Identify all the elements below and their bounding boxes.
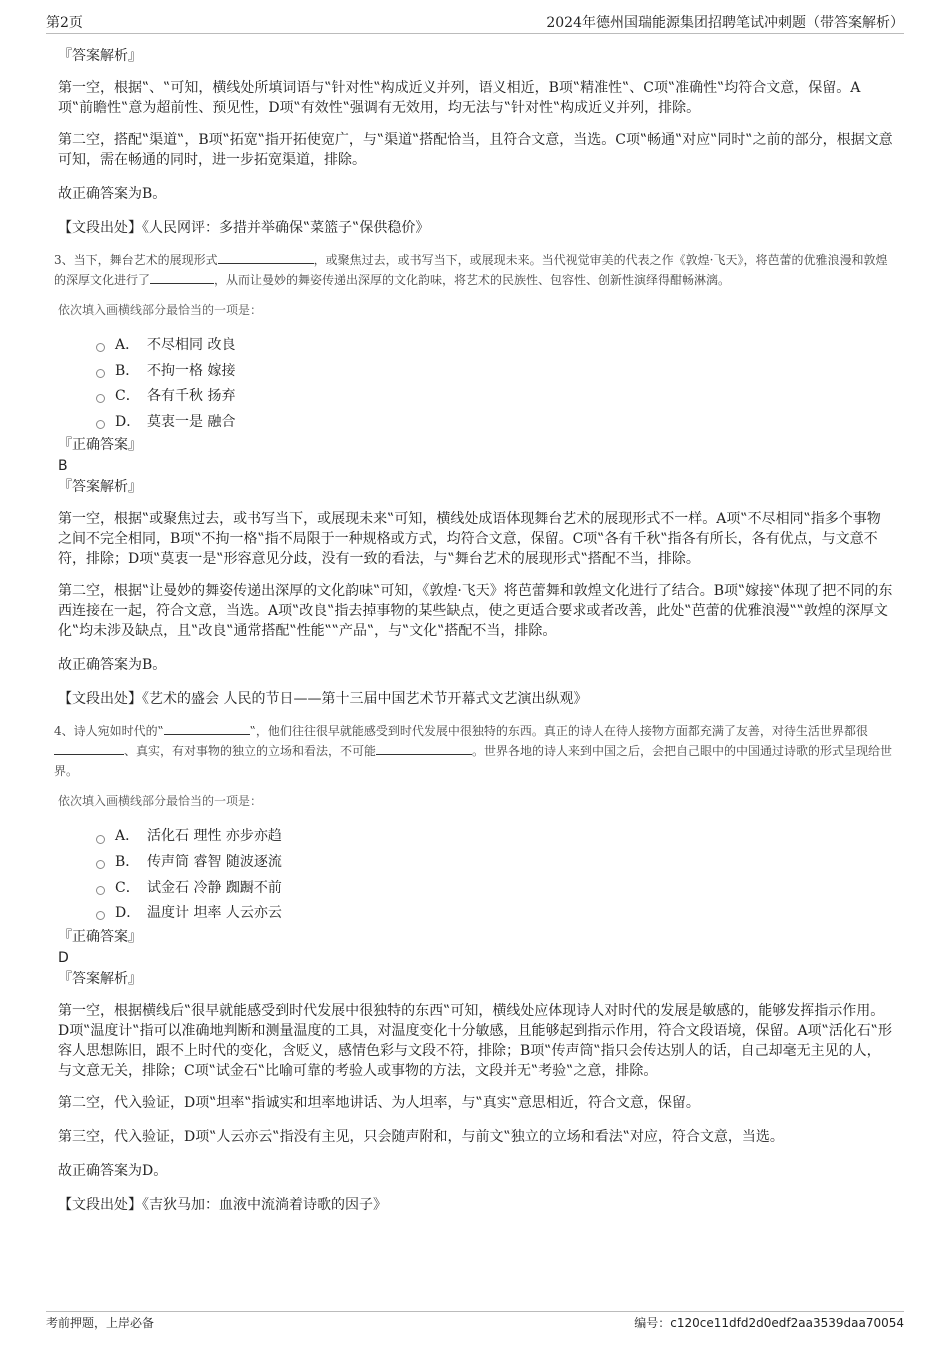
correct-answer-label: 『正确答案』 [58, 437, 142, 454]
document-title: 2024年德州国瑞能源集团招聘笔试冲刺题（带答案解析） [546, 15, 904, 31]
analysis-label: 『答案解析』 [58, 970, 142, 987]
document-code: 编号：c120ce11dfd2d0edf2aa3539daa70054 [634, 1316, 904, 1330]
analysis-paragraph: 第二空，搭配‟渠道‟，B项‟拓宽‟指开拓使宽广，与‟渠道‟搭配恰当，且符合文意，当选。C项‟畅通‟对应‟同时‟之前的部分，根据文意可知，需在畅通的同时，进一步拓宽渠道，排除。 [58, 132, 893, 168]
fill-blank [376, 742, 472, 755]
question-prompt: 依次填入画横线部分最恰当的一项是： [58, 303, 263, 317]
question-stem: 4、诗人宛如时代的‟ ‟，他们往往很早就能感受到时代发展中很独特的东西。真正的诗人在待人接物方面都充满了友善，对待生活世界都很、真实，有对事物的独立的立场和看法，不可能 。世界各地的诗人来到中国之后，会把自己眼中的中国通过诗歌的形式呈现给世界。 [54, 724, 893, 779]
option-c[interactable]: C． 各有千秋 扬弃 [96, 384, 894, 410]
fill-blank [164, 722, 250, 735]
question-prompt: 依次填入画横线部分最恰当的一项是： [58, 794, 263, 809]
radio-icon[interactable] [96, 886, 105, 895]
option-a[interactable]: A． 活化石 理性 亦步亦趋 [96, 824, 894, 850]
footer-slogan: 考前押题，上岸必备 [46, 1316, 155, 1330]
source-citation: 【文段出处】《艺术的盛会 人民的节日——第十三届中国艺术节开幕式文艺演出纵观》 [58, 691, 588, 708]
page-number: 第2页 [46, 15, 83, 31]
source-citation: 【文段出处】《吉狄马加：血液中流淌着诗歌的因子》 [58, 1196, 387, 1213]
analysis-label: 『答案解析』 [58, 479, 142, 496]
radio-icon[interactable] [96, 394, 105, 403]
answer-conclusion: 故正确答案为D。 [58, 1162, 168, 1179]
analysis-paragraph: 第二空，根据‟让曼妙的舞姿传递出深厚的文化韵味‟可知，《敦煌·飞天》将芭蕾舞和敦煌文化进行了结合。B项‟嫁接‟体现了把不同的东西连接在一起，符合文意，当选。A项‟改良‟指去掉事物的某些缺点，使之更适合要求或者改善，此处‟芭蕾的优雅浪漫‟‟敦煌的深厚文化‟均未涉及缺点，且‟改良‟通常搭配‟性能‟‟产品‟，与‟文化‟搭配不当，排除。 [58, 583, 893, 640]
document-body [54, 46, 894, 1215]
analysis-paragraph: 第一空，根据横线后‟很早就能感受到时代发展中很独特的东西‟可知，横线处应体现诗人对时代的发展是敏感的，能够发挥指示作用。D项‟温度计‟指可以准确地判断和测量温度的工具，对温度变化十分敏感，且能够起到指示作用，符合文段语境，保留。A项‟活化石‟形容人思想陈旧，跟不上时代的变化，含贬义，感情色彩与文段不符，排除；B项‟传声筒‟指只会传达别人的话，自己却毫无主见的人，与文意无关，排除；C项‟试金石‟比喻可靠的考验人或事物的方法，文段并无‟考验‟之意，排除。 [58, 1002, 892, 1079]
option-d[interactable]: D． 莫衷一是 融合 [96, 410, 894, 436]
radio-icon[interactable] [96, 911, 105, 920]
radio-icon[interactable] [96, 420, 105, 429]
option-d[interactable]: D． 温度计 坦率 人云亦云 [96, 901, 894, 927]
answer-conclusion: 故正确答案为B。 [58, 186, 167, 202]
fill-blank [218, 251, 314, 264]
correct-answer-label: 『正确答案』 [58, 928, 142, 945]
footer-divider [46, 1311, 904, 1312]
radio-icon[interactable] [96, 343, 105, 352]
radio-icon[interactable] [96, 835, 105, 844]
option-b[interactable]: B． 传声筒 睿智 随波逐流 [96, 850, 894, 876]
fill-blank [54, 742, 124, 755]
option-a[interactable]: A． 不尽相同 改良 [96, 333, 894, 359]
analysis-paragraph: 第一空，根据‟、‟可知，横线处所填词语与‟针对性‟构成近义并列，语义相近，B项‟精准性‟、C项‟准确性‟均符合文意，保留。A项‟前瞻性‟意为超前性、预见性，D项‟有效性‟强调有无效用，均无法与‟针对性‟构成近义并列，排除。 [58, 80, 861, 116]
option-c[interactable]: C． 试金石 冷静 踟蹰不前 [96, 876, 894, 902]
analysis-paragraph: 第一空，根据‟或聚焦过去，或书写当下，或展现未来‟可知，横线处成语体现舞台艺术的展现形式不一样。A项‟不尽相同‟指多个事物之间不完全相同，B项‟不拘一格‟指不局限于一种规格或方式，均符合文意，保留。C项‟各有千秋‟指各有所长，各有优点，与文意不符，排除；D项‟莫衷一是‟形容意见分歧，没有一致的看法，与‟舞台艺术的展现形式‟搭配不当，排除。 [58, 511, 881, 568]
question-stem: 3、当下，舞台艺术的展现形式 ，或聚焦过去，或书写当下，或展现未来。当代视觉审美的代表之作《敦煌·飞天》，将芭蕾的优雅浪漫和敦煌的深厚文化进行了 ，从而让曼妙的舞姿传递出深厚的文化韵味，将艺术的民族性、包容性、创新性演绎得酣畅淋漓。 [54, 253, 888, 287]
fill-blank [150, 271, 214, 284]
options-list [58, 824, 894, 926]
options-list [58, 333, 894, 435]
radio-icon[interactable] [96, 369, 105, 378]
analysis-paragraph: 第二空，代入验证，D项‟坦率‟指诚实和坦率地讲话、为人坦率，与‟真实‟意思相近，符合文意，保留。 [58, 1094, 700, 1111]
radio-icon[interactable] [96, 860, 105, 869]
correct-answer-value: B [58, 458, 68, 475]
source-citation: 【文段出处】《人民网评：多措并举确保‟菜篮子‟保供稳价》 [58, 220, 430, 236]
answer-conclusion: 故正确答案为B。 [58, 657, 167, 674]
option-b[interactable]: B． 不拘一格 嫁接 [96, 359, 894, 385]
header-divider [46, 33, 904, 34]
analysis-label: 『答案解析』 [58, 48, 142, 64]
correct-answer-value: D [58, 949, 69, 966]
analysis-paragraph: 第三空，代入验证，D项‟人云亦云‟指没有主见，只会随声附和，与前文‟独立的立场和看法‟对应，符合文意，当选。 [58, 1128, 784, 1145]
